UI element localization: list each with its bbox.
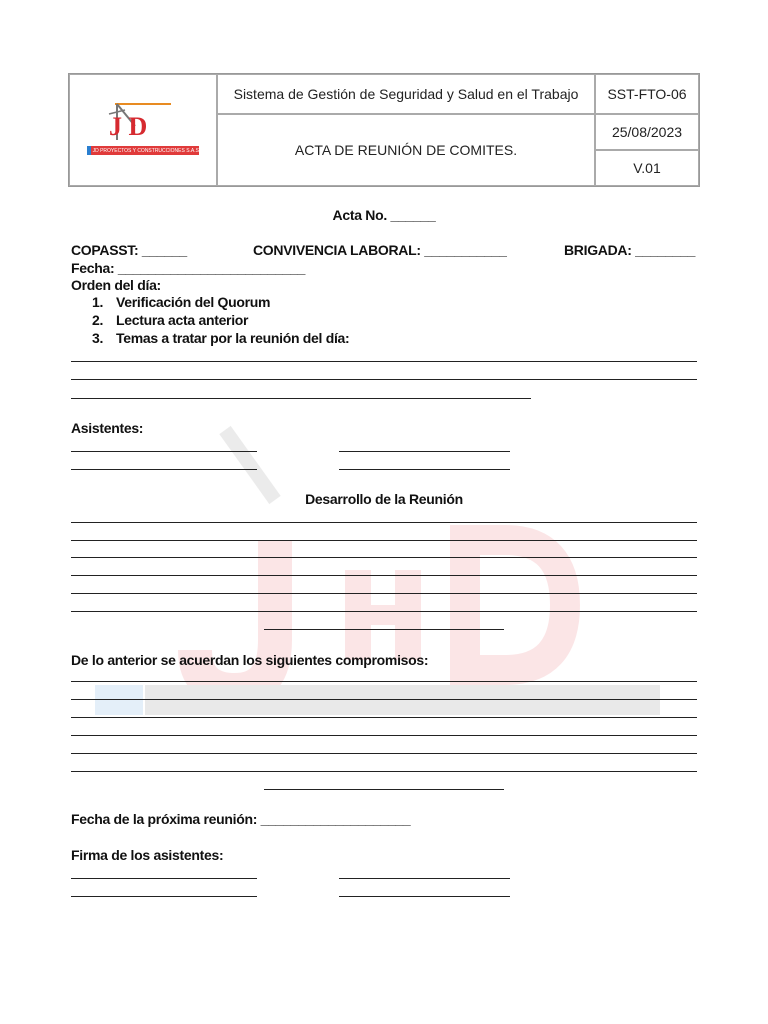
orden-item: 2. Lectura acta anterior — [92, 312, 249, 328]
blank-line[interactable] — [71, 540, 697, 541]
blank-line[interactable] — [264, 789, 504, 790]
blank-line[interactable] — [71, 361, 697, 362]
proxima-reunion-field: Fecha de la próxima reunión: ____________________ — [71, 811, 411, 827]
firma-label: Firma de los asistentes: — [71, 847, 224, 863]
blank-line[interactable] — [71, 379, 697, 380]
blank-line[interactable] — [71, 753, 697, 754]
signature-line[interactable] — [339, 878, 510, 879]
brigada-field: BRIGADA: ________ — [564, 242, 696, 258]
blank-line[interactable] — [71, 522, 697, 523]
blank-line[interactable] — [71, 735, 697, 736]
code-cell — [595, 74, 699, 114]
orden-label: Orden del día: — [71, 277, 161, 293]
fecha-field: Fecha: _________________________ — [71, 260, 306, 276]
watermark — [95, 420, 665, 720]
blank-line[interactable] — [71, 593, 697, 594]
version-cell — [595, 150, 699, 186]
signature-line[interactable] — [339, 469, 510, 470]
signature-line[interactable] — [71, 451, 257, 452]
blank-line[interactable] — [71, 681, 697, 682]
asistentes-label: Asistentes: — [71, 420, 144, 436]
blank-line[interactable] — [71, 611, 697, 612]
signature-line[interactable] — [339, 896, 510, 897]
document-code: SST-FTO-06 — [607, 86, 687, 102]
orden-list — [92, 294, 349, 348]
copasst-field: COPASST: ______ — [71, 242, 187, 258]
logo-cell — [69, 74, 217, 186]
signature-line[interactable] — [71, 878, 257, 879]
company-logo — [87, 100, 199, 160]
document-date: 25/08/2023 — [611, 124, 683, 140]
document-header-table — [68, 73, 700, 187]
document-title: ACTA DE REUNIÓN DE COMITES. — [294, 142, 518, 158]
blank-line[interactable] — [71, 699, 697, 700]
desarrollo-heading: Desarrollo de la Reunión — [305, 491, 463, 507]
blank-line[interactable] — [71, 398, 531, 399]
blank-line[interactable] — [71, 575, 697, 576]
blank-line[interactable] — [71, 557, 697, 558]
signature-line[interactable] — [339, 451, 510, 452]
document-title-cell — [217, 114, 595, 186]
orden-item: 1. Verificación del Quorum — [92, 294, 271, 310]
signature-line[interactable] — [71, 896, 257, 897]
date-cell — [595, 114, 699, 150]
logo-subtext: JD PROYECTOS Y CONSTRUCCIONES S.A.S — [92, 147, 199, 154]
watermark-logo-graphic — [95, 420, 665, 720]
blank-line[interactable] — [264, 629, 504, 630]
orden-item: 3. Temas a tratar por la reunión del día: — [92, 330, 350, 346]
logo-text: J D — [109, 112, 148, 141]
acta-number: Acta No. ______ — [332, 207, 436, 223]
blank-line[interactable] — [71, 771, 697, 772]
signature-line[interactable] — [71, 469, 257, 470]
system-title: Sistema de Gestión de Seguridad y Salud en el Trabajo — [233, 86, 579, 102]
document-version: V.01 — [633, 160, 661, 176]
convivencia-field: CONVIVENCIA LABORAL: ___________ — [253, 242, 507, 258]
logo-subtext-bar — [87, 146, 199, 155]
compromisos-label: De lo anterior se acuerdan los siguientes compromisos: — [71, 652, 429, 668]
blank-line[interactable] — [71, 717, 697, 718]
system-title-cell — [217, 74, 595, 114]
